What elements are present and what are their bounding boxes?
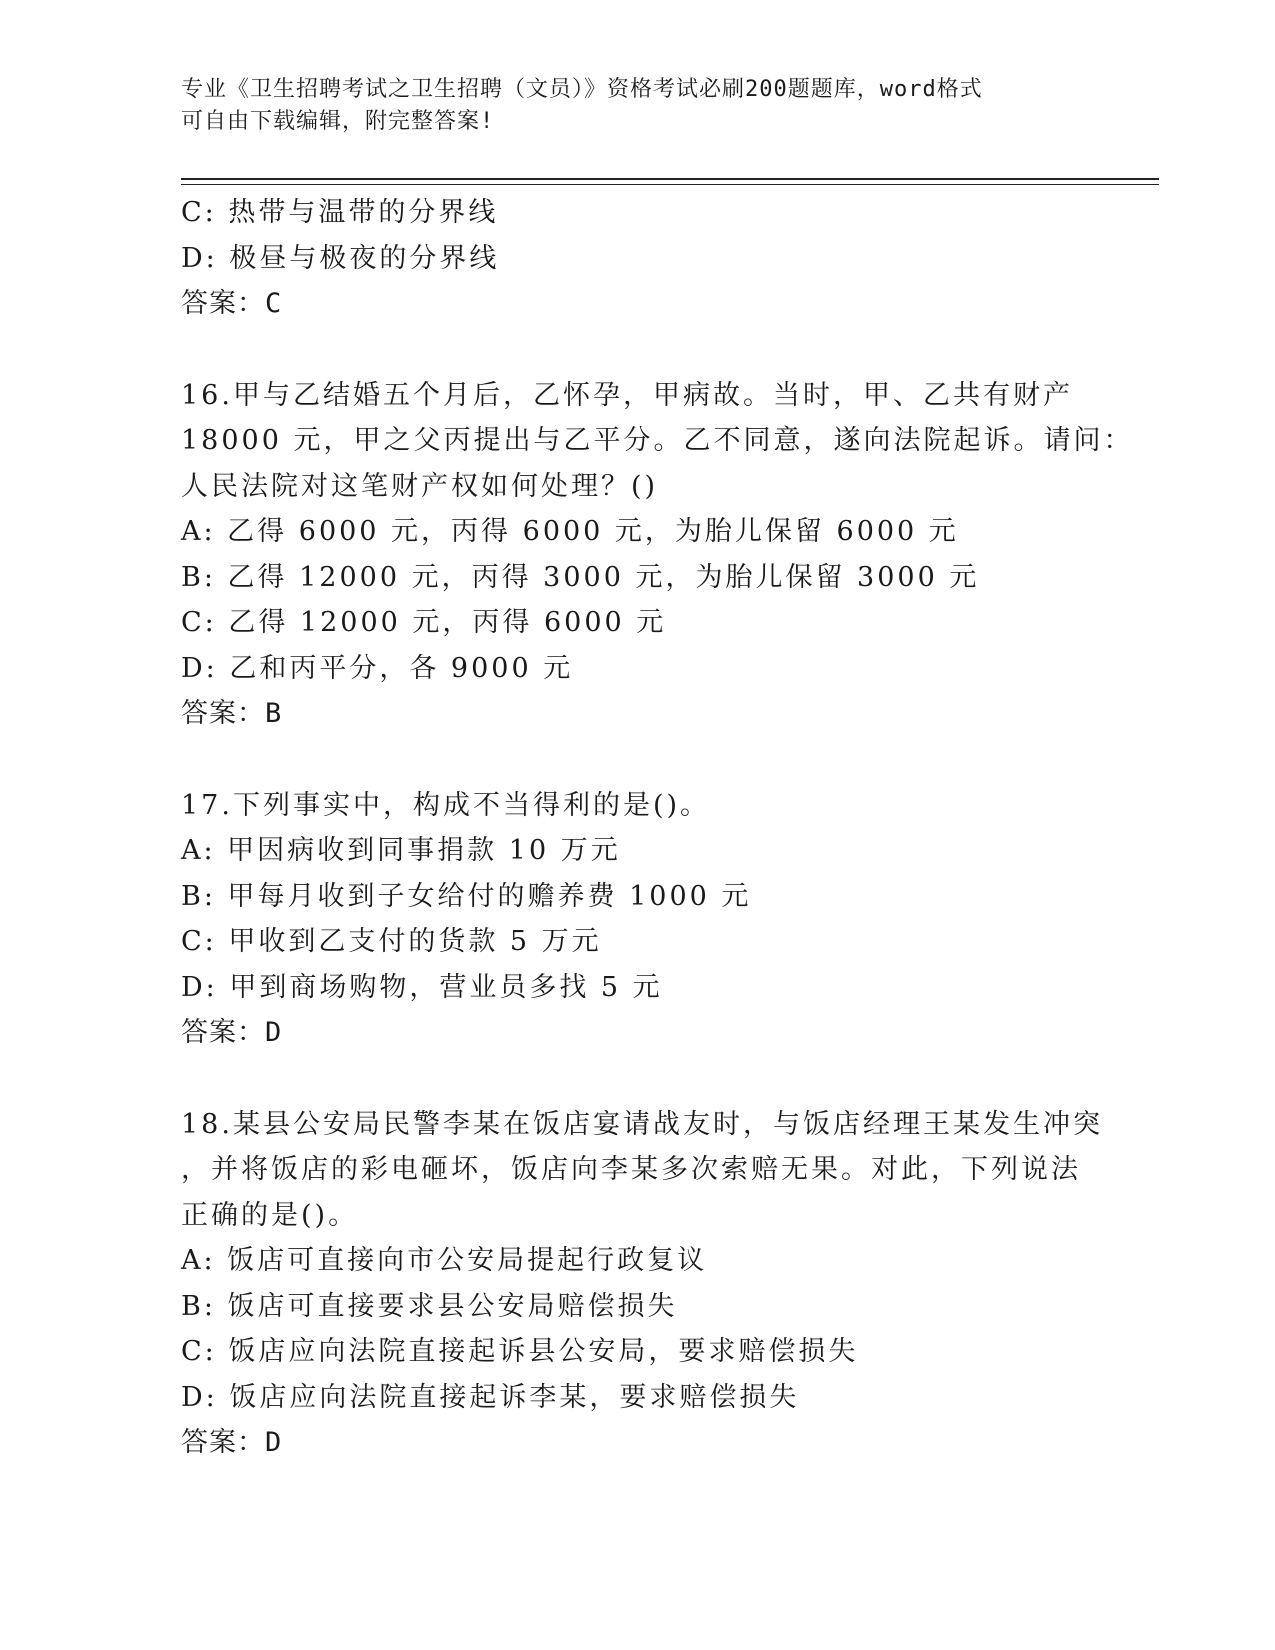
- option-d: D: 极昼与极夜的分界线: [181, 242, 500, 274]
- header-divider-thin: [181, 184, 1159, 185]
- option-b: B: 乙得 12000 元，丙得 3000 元，为胎儿保留 3000 元: [181, 561, 980, 593]
- option-d: D: 乙和丙平分，各 9000 元: [181, 652, 574, 684]
- option-b: B: 饭店可直接要求县公安局赔偿损失: [181, 1290, 678, 1322]
- question-18: [181, 1102, 1103, 1466]
- question-stem: 人民法院对这笔财产权如何处理？(): [181, 470, 659, 502]
- question-stem: 正确的是()。: [181, 1199, 359, 1231]
- spacer: [181, 737, 1081, 783]
- question-stem: 18.某县公安局民警李某在饭店宴请战友时，与饭店经理王某发生冲突: [181, 1108, 1103, 1140]
- option-a: A: 甲因病收到同事捐款 10 万元: [181, 835, 621, 866]
- option-c: C: 饭店应向法院直接起诉县公安局，要求赔偿损失: [181, 1336, 859, 1367]
- option-c: C: 乙得 12000 元，丙得 6000 元: [181, 607, 667, 638]
- answer-line: 答案：D: [181, 1427, 283, 1458]
- option-c: C: 甲收到乙支付的货款 5 万元: [181, 926, 602, 957]
- option-b: B: 甲每月收到子女给付的赡养费 1000 元: [181, 880, 752, 912]
- question-stem: ，并将饭店的彩电砸坏，饭店向李某多次索赔无果。对此，下列说法: [181, 1154, 1081, 1185]
- answer-line: 答案：B: [181, 698, 283, 729]
- question-stem: 18000 元，甲之父丙提出与乙平分。乙不同意，遂向法院起诉。请问：: [181, 425, 1134, 456]
- question-17: [181, 783, 1081, 1056]
- answer-line: 答案：C: [181, 288, 283, 319]
- option-a: A: 饭店可直接向市公安局提起行政复议: [181, 1245, 708, 1276]
- question-15-fragment: [181, 190, 1081, 327]
- header-line-1: 专业《卫生招聘考试之卫生招聘（文员）》资格考试必刷200题题库，word格式: [181, 77, 983, 102]
- question-stem: 17.下列事实中，构成不当得利的是()。: [181, 789, 711, 821]
- option-c: C: 热带与温带的分界线: [181, 197, 499, 228]
- question-16: [181, 373, 1134, 737]
- option-a: A: 乙得 6000 元，丙得 6000 元，为胎儿保留 6000 元: [181, 516, 959, 547]
- header-line-2: 可自由下载编辑，附完整答案!: [181, 109, 495, 134]
- question-stem: 16.甲与乙结婚五个月后，乙怀孕，甲病故。当时，甲、乙共有财产: [181, 379, 1073, 411]
- page-header: [181, 74, 1061, 138]
- option-d: D: 甲到商场购物，营业员多找 5 元: [181, 971, 663, 1003]
- spacer: [181, 327, 1081, 373]
- spacer: [181, 1056, 1081, 1102]
- option-d: D: 饭店应向法院直接起诉李某，要求赔偿损失: [181, 1381, 800, 1413]
- question-list: [181, 190, 1134, 1466]
- answer-line: 答案：D: [181, 1017, 283, 1048]
- header-divider-thick: [181, 178, 1159, 180]
